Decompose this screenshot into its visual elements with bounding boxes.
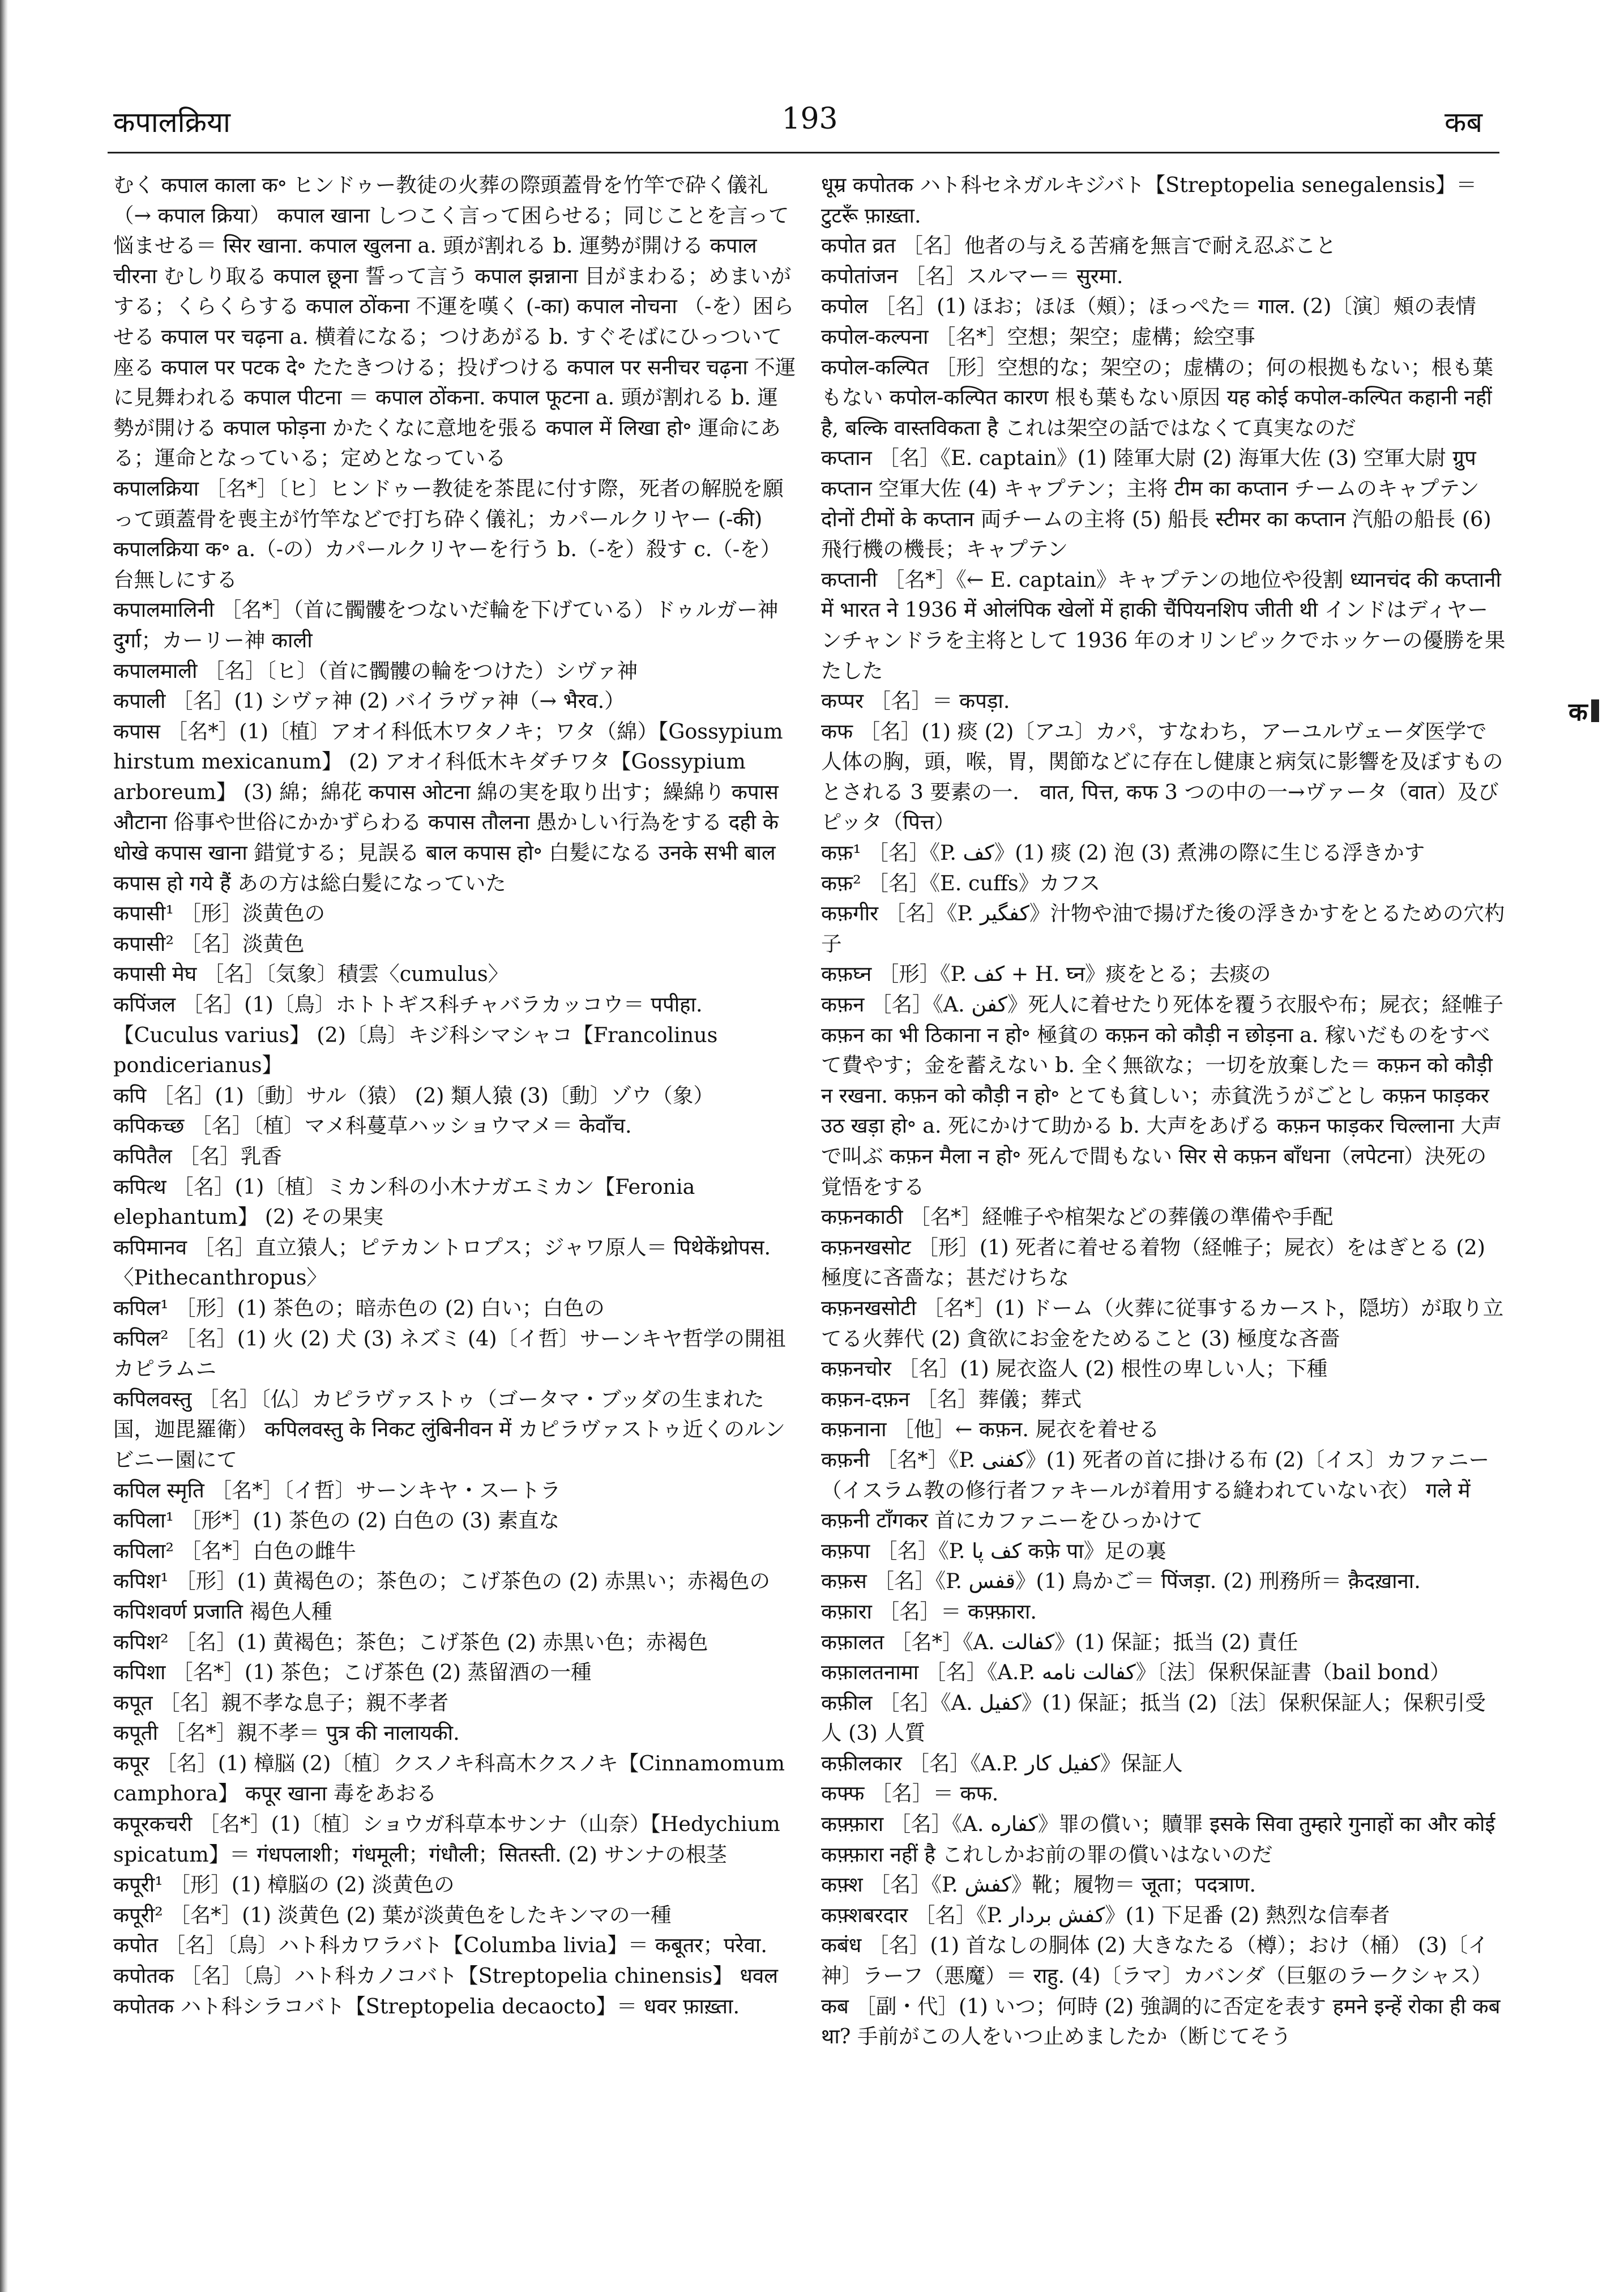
dictionary-entry: कपूरी¹ ［形］(1) 樟脳の (2) 淡黄色の bbox=[113, 1872, 455, 1897]
dictionary-entry: कपितैल ［名］乳香 bbox=[113, 1144, 282, 1168]
dictionary-entry: कपासी² ［名］淡黄色 bbox=[113, 931, 305, 956]
dictionary-entry: कफ़्शबरदार ［名］《P. کفش بردار》(1) 下足番 (2) 熱烈な信奉者 bbox=[821, 1902, 1390, 1927]
running-head-left: कपालक्रिया bbox=[113, 106, 230, 139]
dictionary-entry: कफ़नचोर ［名］(1) 屍衣盗人 (2) 根性の卑しい人；下種 bbox=[821, 1356, 1328, 1381]
dictionary-entry: कफ़ारा ［名］＝ कफ़्फ़ारा. bbox=[821, 1599, 1037, 1624]
dictionary-entry: कपोतांजन ［名］スルマー＝ सुरमा. bbox=[821, 263, 1123, 288]
dictionary-entry: कफ़्फ़ारा ［名］《A. کفاره》罪の償い；贖罪 इसके सिवा तुम्हारे गुनाहों का और कोई कफ़्फ़ारा नहीं है これしかお前の罪の償いはないのだ bbox=[821, 1812, 1495, 1867]
dictionary-entry: कपूरी² ［名*］(1) 淡黄色 (2) 葉が淡黄色をしたキンマの一種 bbox=[113, 1902, 672, 1927]
dictionary-entry: कपोल-कल्पित ［形］空想的な；架空の；虚構の；何の根拠もない；根も葉もない कपोल-कल्पित कारण 根も葉もない原因 यह कोई कपोल-कल्पित कहानी नहीं है, बल्कि वास्तविकता है これは架空の話ではなくて真実なのだ bbox=[821, 355, 1494, 440]
dictionary-entry: कपूती ［名*］親不孝＝ पुत्र की नालायकी. bbox=[113, 1721, 460, 1745]
dictionary-entry: कपिंजल ［名］(1)〔鳥〕ホトトギス科チャバラカッコウ＝ पपीहा. 【Cuculus varius】 (2)〔鳥〕キジ科シマシャコ【Francolinus pondicerianus】 bbox=[113, 992, 718, 1078]
dictionary-entry: कपोल ［名］(1) ほお；ほほ（頰）；ほっぺた＝ गाल. (2)〔演〕頰の表情 bbox=[821, 294, 1476, 319]
dictionary-entry: कपिला¹ ［形*］(1) 茶色の (2) 白色の (3) 素直な bbox=[113, 1508, 560, 1533]
dictionary-entry: कप्तान ［名］《E. captain》(1) 陸軍大尉 (2) 海軍大佐 (3) 空軍大尉 ग्रुप कप्तान 空軍大佐 (4) キャプテン；主将 टीम का कप्तान チームのキャプテン दोनों टीमों के कप्तान 両チームの主将 (5) 船長 स्टीमर का कप्तान 汽船の船長 (6) 飛行機の機長；キャプテン bbox=[821, 446, 1491, 562]
dictionary-entry: कपिश² ［名］(1) 黄褐色；茶色；こげ茶色 (2) 赤黒い色；赤褐色 bbox=[113, 1629, 708, 1654]
dictionary-entry: कपिशा ［名*］(1) 茶色；こげ茶色 (2) 蒸留酒の一種 bbox=[113, 1660, 592, 1685]
dictionary-entry: कपिल² ［名］(1) 火 (2) 犬 (3) ネズミ (4)〔イ哲〕サーンキヤ哲学の開祖カピラムニ bbox=[113, 1326, 786, 1381]
dictionary-entry: कपूत ［名］親不孝な息子；親不孝者 bbox=[113, 1690, 449, 1715]
dictionary-entry: कपालमाली ［名］〔ヒ〕（首に髑髏の輪をつけた）シヴァ神 bbox=[113, 658, 638, 683]
dictionary-entry: कपोतक ［名］〔鳥〕ハト科カノコバト【Streptopelia chinensis】 धवल कपोतक ハト科シラコバト【Streptopelia decaocto】＝ धवर फ़ाख़्ता. bbox=[113, 1964, 778, 2018]
page-number: 193 bbox=[781, 102, 838, 136]
thumb-index-letter: क bbox=[1569, 698, 1588, 727]
dictionary-entry: कफ़गीर ［名］《P. کفگیر》汁物や油で揚げた後の浮きかすをとるための穴杓子 bbox=[821, 901, 1505, 956]
dictionary-entry: कफ़¹ ［名］《P. کف》(1) 痰 (2) 泡 (3) 煮沸の際に生じる浮きかす bbox=[821, 840, 1425, 865]
dictionary-entry: कफ़ीलकार ［名］《A.P. کفیل کار》保証人 bbox=[821, 1751, 1183, 1775]
running-head-right: कब bbox=[1444, 106, 1482, 139]
dictionary-entry: कपूरकचरी ［名*］(1)〔植〕ショウガ科草本サンナ（山奈）【Hedychium spicatum】＝ गंधपलाशी；गंधमूली；गंधौली；सितस्ती. (2) サンナの根茎 bbox=[113, 1812, 780, 1867]
dictionary-entry: कपोत ［名］〔鳥〕ハト科カワラバト【Columba livia】＝ कबूतर；परेवा. bbox=[113, 1933, 767, 1958]
thumb-index bbox=[1569, 694, 1599, 728]
dictionary-entry: कपिला² ［名*］白色の雌牛 bbox=[113, 1538, 356, 1563]
dictionary-entry: कपोल-कल्पना ［名*］空想；架空；虚構；絵空事 bbox=[821, 324, 1255, 349]
dictionary-entry: कपोत व्रत ［名］他者の与える苦痛を無言で耐え忍ぶこと bbox=[821, 233, 1336, 258]
left-column bbox=[113, 170, 798, 2265]
dictionary-entry: कप्तानी ［名*］《← E. captain》キャプテンの地位や役割 ध्यानचंद की कप्तानी में भारत ने 1936 में ओलंपिक खेलों में हाकी चैंपियनशिप जीती थी インドはディヤーンチャンドラを主将として 1936 年のオリンピックでホッケーの優勝を果たした bbox=[821, 567, 1506, 683]
thumb-index-tab bbox=[1591, 699, 1599, 722]
dictionary-entry: कपाली ［名］(1) シヴァ神 (2) バイラヴァ神（→ भैरव.） bbox=[113, 689, 625, 714]
dictionary-entry: कफ़घ्न ［形］《P. کف + H. घ्न》痰をとる；去痰の bbox=[821, 962, 1271, 987]
header-rule bbox=[108, 152, 1499, 153]
dictionary-entry: कपासी¹ ［形］淡黄色の bbox=[113, 901, 326, 926]
dictionary-entry: कफ ［名］(1) 痰 (2)〔アユ〕カパ，すなわち，アーユルヴェーダ医学で人体の胸，頭，喉，胃，関節などに存在し健康と病気に影響を及ぼすものとされる 3 要素の一． वात, पित्त, कफ 3 つの中の一→ヴァータ（वात）及びピッタ（पित्त） bbox=[821, 719, 1503, 835]
dictionary-entry: कप्पर ［名］＝ कपड़ा. bbox=[821, 689, 1010, 714]
dictionary-entry: कफ़्श ［名］《P. کفش》靴；履物＝ जूता；पदत्राण. bbox=[821, 1872, 1256, 1897]
dictionary-entry: कपित्थ ［名］(1)〔植〕ミカン科の小木ナガエミカン【Feronia elephantum】 (2) その果実 bbox=[113, 1174, 695, 1230]
dictionary-entry: कफ़पा ［名］《P. کف پا कफ़े पा》足の裏 bbox=[821, 1538, 1166, 1563]
dictionary-entry: कफ़नी ［名*］《P. کفنی》(1) 死者の首に掛ける布 (2)〔イス〕カファニー（イスラム教の修行者ファキールが着用する縫われていない衣） गले में कफ़नी टाँगकर 首にカファニーをひっかけて bbox=[821, 1447, 1490, 1533]
dictionary-entry: कपालमालिनी ［名*］（首に髑髏をつないだ輪を下げている）ドゥルガー神 दुर्गा；カーリー神 काली bbox=[113, 597, 779, 652]
dictionary-entry: कपास ［名*］(1)〔植〕アオイ科低木ワタノキ；ワタ（綿）【Gossypium hirstum mexicanum】 (2) アオイ科低木キダチワタ【Gossypium arboreum】 (3) 綿；綿花 कपास ओटना 綿の実を取り出す；繰綿り कपास औटाना 俗事や世俗にかかずらわる कपास तौलना 愚かしい行為をする दही के धोखे कपास खाना 錯覚する；見誤る बाल कपास हो॰ 白髪になる उनके सभी बाल कपास हो गये हैं あの方は総白髪になっていた bbox=[113, 719, 783, 895]
dictionary-entry: कफ़नखसोट ［形］(1) 死者に着せる着物（経帷子；屍衣）をはぎとる (2) 極度に吝嗇な；甚だけちな bbox=[821, 1235, 1486, 1290]
dictionary-entry: कफ़ील ［名］《A. کفیل》(1) 保証；抵当 (2)〔法〕保釈保証人；保釈引受人 (3) 人質 bbox=[821, 1690, 1486, 1745]
dictionary-entry: कपिल¹ ［形］(1) 茶色の；暗赤色の (2) 白い；白色の bbox=[113, 1295, 605, 1320]
dictionary-entry: कपिमानव ［名］直立猿人；ピテカントロプス；ジャワ原人＝ पिथेकेंथ्रोपस.〈Pithecanthropus〉 bbox=[113, 1235, 771, 1290]
dictionary-entry: धूम्र कपोतक ハト科セネガルキジバト【Streptopelia senegalensis】＝ टुटरूँ फ़ाख़्ता. bbox=[821, 173, 1477, 228]
dictionary-entry: कफ्फ ［名］＝ कफ. bbox=[821, 1781, 999, 1806]
dictionary-entry: むく कपाल काला क॰ ヒンドゥー教徒の火葬の際頭蓋骨を竹竿で砕く儀礼（→ कपाल क्रिया） कपाल खाना しつこく言って困らせる；同じことを言って悩ませる＝ सिर खाना. कपाल खुलना a. 頭が割れる b. 運勢が開ける कपाल चीरना むしり取る कपाल छूना 誓って言う कपाल झन्नाना 目がまわる；めまいがする；くらくらする कपाल ठोंकना 不運を嘆く (-का) कपाल नोचना （-を）困らせる कपाल पर चढ़ना a. 横着になる；つけあがる b. すぐそばにひっついて座る कपाल पर पटक दे॰ たたきつける；投げつける कपाल पर सनीचर चढ़ना 不運に見舞われる कपाल पीटना ＝ कपाल ठोंकना. कपाल फूटना a. 頭が割れる b. 運勢が開ける कपाल फोड़ना かたくなに意地を張る कपाल में लिखा हो॰ 運命にある；運命となっている；定めとなっている bbox=[113, 173, 796, 471]
page-binding-edge bbox=[0, 0, 8, 2292]
right-column bbox=[821, 170, 1506, 2265]
dictionary-entry: कफ़नखसोटी ［名*］(1) ドーム（火葬に従事するカースト，隠坊）が取り立てる火葬代 (2) 貪欲にお金をためること (3) 極度な吝嗇 bbox=[821, 1295, 1504, 1351]
dictionary-entry: कपूर ［名］(1) 樟脳 (2)〔植〕クスノキ科高木クスノキ【Cinnamomum camphora】 कपूर खाना 毒をあおる bbox=[113, 1751, 785, 1806]
dictionary-entry: कफ़ालतनामा ［名］《A.P. کفالت نامه》〔法〕保釈保証書（bail bond） bbox=[821, 1660, 1451, 1685]
dictionary-entry: कफ़न-दफ़न ［名］葬儀；葬式 bbox=[821, 1386, 1082, 1411]
dictionary-entry: कपासी मेघ ［名］〔気象〕積雲〈cumulus〉 bbox=[113, 962, 509, 987]
dictionary-entry: कब ［副・代］(1) いつ；何時 (2) 強調的に否定を表す हमने इन्हें रोका ही कब था? 手前がこの人をいつ止めましたか（断じてそう bbox=[821, 1994, 1501, 2049]
dictionary-entry: कबंध ［名］(1) 首なしの胴体 (2) 大きなたる（樽）；おけ（桶） (3)〔イ神〕ラーフ（悪魔）＝ राहु. (4)〔ラマ〕カバンダ（巨躯のラークシャス） bbox=[821, 1933, 1492, 1988]
dictionary-entry: कफ़न ［名］《A. کفن》死人に着せたり死体を覆う衣服や布；屍衣；経帷子 कफ़न का भी ठिकाना न हो॰ 極貧の कफ़न को कौड़ी न छोड़ना a. 稼いだものをすべて費やす；金を蓄えない b. 全く無欲な；一切を放棄した＝ कफ़न को कौड़ी न रखना. कफ़न को कौड़ी न हो॰ とても貧しい；赤貧洗うがごとし कफ़न फाड़कर उठ खड़ा हो॰ a. 死にかけて助かる b. 大声をあげる कफ़न फाड़कर चिल्लाना 大声で叫ぶ कफ़न मैला न हो॰ 死んで間もない सिर से कफ़न बाँधना（लपेटना）決死の覚悟をする bbox=[821, 992, 1503, 1199]
dictionary-entry: कपिल स्मृति ［名*］〔イ哲〕サーンキヤ・スートラ bbox=[113, 1478, 561, 1503]
dictionary-entry: कपिकच्छ ［名］〔植〕マメ科蔓草ハッショウマメ＝ केवाँच. bbox=[113, 1113, 632, 1138]
dictionary-entry: कपिश¹ ［形］(1) 黄褐色の；茶色の；こげ茶色の (2) 赤黒い；赤褐色の कपिशवर्ण प्रजाति 褐色人種 bbox=[113, 1569, 770, 1624]
dictionary-entry: कफ़ालत ［名*］《A. کفالت》(1) 保証；抵当 (2) 責任 bbox=[821, 1629, 1298, 1654]
dictionary-entry: कफ़स ［名］《P. قفس》(1) 鳥かご＝ पिंजड़ा. (2) 刑務所＝ क़ैदख़ाना. bbox=[821, 1569, 1421, 1594]
dictionary-entry: कफ़नकाठी ［名*］経帷子や棺架などの葬儀の準備や手配 bbox=[821, 1205, 1334, 1230]
dictionary-entry: कपिलवस्तु ［名］〔仏〕カピラヴァストゥ（ゴータマ・ブッダの生まれた国，迦毘羅衛） कपिलवस्तु के निकट लुंबिनीवन में カピラヴァストゥ近くのルンビニー園にて bbox=[113, 1386, 785, 1472]
dictionary-entry: कपि ［名］(1)〔動〕サル（猿） (2) 類人猿 (3)〔動〕ゾウ（象） bbox=[113, 1083, 714, 1108]
dictionary-entry: कफ़² ［名］《E. cuffs》カフス bbox=[821, 870, 1101, 895]
dictionary-entry: कपालक्रिया ［名*］〔ヒ〕ヒンドゥー教徒を茶毘に付す際，死者の解脱を願って頭蓋骨を喪主が竹竿などで打ち砕く儀礼；カパールクリヤー (-की) कपालक्रिया क॰ a.（-の）カパールクリヤーを行う b.（-を）殺す c.（-を）台無しにする bbox=[113, 476, 784, 592]
dictionary-entry: कफ़नाना ［他］← कफ़न. 屍衣を着せる bbox=[821, 1417, 1160, 1442]
